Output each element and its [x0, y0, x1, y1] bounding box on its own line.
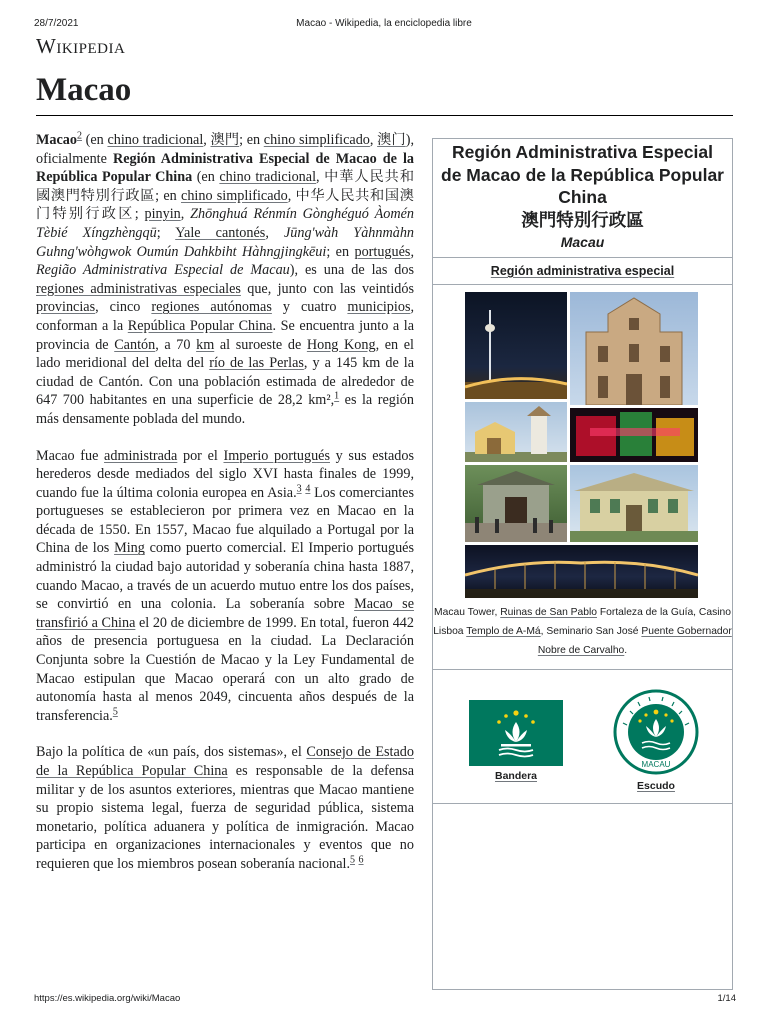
infobox-title: [433, 139, 732, 231]
link-km[interactable]: km: [196, 336, 215, 353]
photo-macau-tower[interactable]: [465, 292, 567, 399]
infobox: [432, 138, 733, 990]
text: , conforman a la: [36, 299, 415, 334]
text: es la región más densamente poblada del mundo.: [36, 392, 414, 427]
link-canton[interactable]: Cantón: [114, 336, 156, 353]
reference-link[interactable]: 1: [334, 390, 340, 402]
temple-gate-icon: [465, 465, 567, 542]
reference-link[interactable]: 3: [296, 482, 302, 494]
reference-link[interactable]: 6: [358, 854, 364, 866]
link-templo-a-ma[interactable]: Templo de A-Má: [466, 626, 541, 637]
text: Macao fue: [36, 447, 105, 464]
print-page-number: 1/14: [717, 993, 736, 1004]
link-chino-simplificado[interactable]: chino simplificado: [263, 132, 370, 148]
text: como puerto comercial. El Imperio portugués administró la ciudad bajo autoridad y soberanía china hasta 1887, cuando Macao, a través de un acuerdo mutuo entre los dos países, se convirtió en una colonia. La soberanía sobre: [36, 540, 414, 613]
text: Los comerciantes portugueses se establecieron por primera vez en Macao en la década de 1550. En 1557, Macao fue alquilado a Portugal por la China de los: [36, 484, 414, 557]
macau-tower-icon: [465, 292, 567, 399]
text: por el: [177, 447, 224, 464]
bold-term: Macao: [36, 132, 77, 148]
paragraph-politics: [36, 743, 414, 873]
caption-text: Fortaleza de la Guía: [599, 607, 694, 618]
photo-seminario-san-jose[interactable]: [570, 465, 698, 542]
text: . Se encuentra junto a la provincia de: [36, 317, 414, 353]
link-chino-simplificado[interactable]: chino simplificado: [181, 187, 288, 204]
text: al suroeste de: [214, 336, 307, 353]
text: que, junto con las veintidós: [240, 280, 414, 297]
article-body: [36, 131, 414, 892]
seal-text: MACAU: [641, 760, 671, 769]
text: , 中华人民共和国澳门特别行政区;: [36, 187, 414, 223]
infobox-type: [433, 264, 732, 278]
paragraph-intro: [36, 131, 414, 429]
lotus-flag-icon: [469, 700, 563, 766]
link-consejo-de-estado[interactable]: Consejo de Estado de la República Popular China: [36, 744, 414, 779]
link-chino-tradicional[interactable]: chino tradicional: [219, 169, 317, 186]
link-transferencia[interactable]: Macao se transfirió a China: [36, 596, 415, 631]
text: , en el lado meridional del delta del: [36, 336, 414, 372]
link-municipios[interactable]: municipios: [347, 299, 411, 316]
photo-collage: [465, 292, 698, 598]
link-administrada[interactable]: administrada: [104, 447, 178, 464]
link-regiones-administrativas[interactable]: regiones administrativas especiales: [36, 280, 241, 297]
wikipedia-logo[interactable]: Wikipedia: [36, 34, 126, 58]
text: ; en: [239, 132, 264, 148]
emblem-label[interactable]: [608, 780, 704, 792]
yale-romanization: Jūng'wàh Yàhnmàhn Guhng'wòhgwok Oumún Dahkbiht Hàhngjingkēui: [36, 224, 415, 260]
church-facade-icon: [570, 292, 698, 405]
print-url: https://es.wikipedia.org/wiki/Macao: [34, 993, 181, 1004]
text: ,: [265, 224, 284, 241]
fortress-icon: [465, 402, 567, 462]
print-date: 28/7/2021: [34, 18, 79, 29]
text: ), oficialmente: [36, 132, 414, 167]
caption-text: ,: [693, 607, 699, 618]
infobox-divider: [433, 669, 732, 670]
paragraph-history: [36, 447, 414, 726]
text: (en: [81, 132, 108, 148]
caption-text: ,: [494, 607, 501, 618]
page-title: Macao: [36, 72, 132, 108]
infobox-divider: [433, 284, 732, 285]
text: ), es una de las dos: [289, 262, 415, 279]
text: (en: [192, 169, 220, 186]
reference-link[interactable]: 5: [112, 706, 118, 718]
flag-label-link[interactable]: Bandera: [494, 770, 537, 782]
infobox-chinese-name: 澳門特別行政區: [521, 209, 644, 230]
seminary-building-icon: [570, 465, 698, 542]
chinese-traditional-name[interactable]: 澳門: [210, 132, 240, 148]
link-rio-de-las-perlas[interactable]: río de las Perlas: [209, 355, 304, 372]
link-puente-nobre-carvalho[interactable]: Puente Gobernador Nobre de Carvalho: [537, 626, 732, 656]
link-ruinas-san-pablo[interactable]: Ruinas de San Pablo: [500, 607, 597, 618]
caption-text: , Seminario San José: [540, 626, 642, 637]
emblem-of-macau-image[interactable]: [613, 689, 699, 775]
link-imperio-portugues[interactable]: Imperio portugués: [223, 447, 330, 464]
text: ,: [410, 243, 414, 260]
emblem-label-link[interactable]: Escudo: [637, 780, 675, 792]
photo-ruinas-san-pablo[interactable]: [570, 292, 698, 405]
infobox-official-name: Región Administrativa Especial de Macao de la República Popular China: [441, 142, 724, 207]
caption-text: Macau Tower: [434, 607, 495, 618]
infobox-divider: [433, 257, 732, 258]
text: es responsable de la defensa militar y de los asuntos exteriores, mientras que Macao mantiene su propio sistema legal, fuerza de seguridad pública, sistema monetario, política aduanera y política de inmigración. Macao participa en organizaciones internacionales y eventos que no requieren que los miembros posean soberanía nacional.: [36, 763, 414, 872]
emblem-seal-icon: [613, 689, 699, 775]
link-region-administrativa[interactable]: Región administrativa especial: [490, 264, 675, 278]
text: , a 70: [155, 336, 197, 353]
link-republica-popular-china[interactable]: República Popular China: [127, 317, 273, 334]
bold-official-name: Región Administrativa Especial de Macao de la República Popular China: [36, 150, 415, 186]
infobox-native-name: Macau: [560, 234, 605, 250]
text: ;: [156, 224, 176, 241]
text: ,: [180, 206, 191, 223]
bridge-icon: [465, 545, 698, 598]
link-yale-cantones[interactable]: Yale cantonés: [175, 224, 266, 241]
collage-caption: [433, 603, 732, 660]
text: ,: [203, 132, 211, 148]
photo-casino-lisboa[interactable]: [570, 408, 698, 462]
text: el 20 de diciembre de 1999. En total, fueron 442 años de presencia portuguesa en la ciudad. La Declaración Conjunta sobre la Cuestión de Macao y la Ley Fundamental de Macao estipulan que Macao operará con un alto grado de autonomía hasta al menos 2049, cincuenta años después de la transferencia.: [36, 614, 414, 724]
text: , y a 145 km de la ciudad de Cantón. Con una población estimada de alrededor de 647 700 habitantes en una superficie de 28,2 km²,: [36, 355, 414, 409]
print-page-title: Macao - Wikipedia, la enciclopedia libre: [296, 18, 472, 29]
text: Bajo la política de «un país, dos sistemas», el: [36, 744, 307, 761]
photo-fortaleza-guia[interactable]: [465, 402, 567, 462]
neon-signs-icon: [570, 408, 698, 462]
photo-templo-a-ma[interactable]: [465, 465, 567, 542]
portuguese-name: Região Administrativa Especial de Macau: [36, 262, 290, 279]
photo-puente-nobre-carvalho[interactable]: [465, 545, 698, 598]
link-ming[interactable]: Ming: [114, 540, 145, 557]
pinyin-romanization: Zhōnghuá Rénmín Gònghéguó Àomén Tèbié Xíngzhèngqū: [36, 206, 415, 241]
text: , cinco: [95, 299, 152, 316]
title-divider: [36, 115, 733, 116]
text: ; en: [326, 243, 355, 260]
text: , 中華人民共和國澳門特別行政區; en: [36, 169, 415, 204]
reference-link[interactable]: 4: [305, 482, 311, 494]
text: y cuatro: [271, 299, 348, 316]
link-chino-tradicional[interactable]: chino tradicional: [107, 132, 204, 148]
infobox-divider: [433, 803, 732, 804]
text: ,: [369, 132, 378, 148]
chinese-simplified-name[interactable]: 澳门: [377, 132, 406, 148]
text: y sus estados herederos desde mediados del siglo XVI hasta finales de 1999, cuando fue la última colonia europea en Asia.: [36, 447, 414, 501]
reference-link[interactable]: 5: [350, 854, 355, 866]
reference-link[interactable]: 2: [76, 130, 82, 142]
caption-text: .: [624, 645, 628, 656]
link-hong-kong[interactable]: Hong Kong: [306, 336, 376, 353]
link-regiones-autonomas[interactable]: regiones autónomas: [151, 299, 272, 316]
link-provincias[interactable]: provincias: [36, 299, 96, 316]
flag-label[interactable]: [469, 770, 563, 782]
link-pinyin[interactable]: pinyin: [144, 206, 181, 223]
caption-text: Casino Lisboa: [433, 607, 731, 637]
flag-of-macau-image[interactable]: [469, 700, 563, 766]
link-portugues[interactable]: portugués: [354, 243, 411, 260]
